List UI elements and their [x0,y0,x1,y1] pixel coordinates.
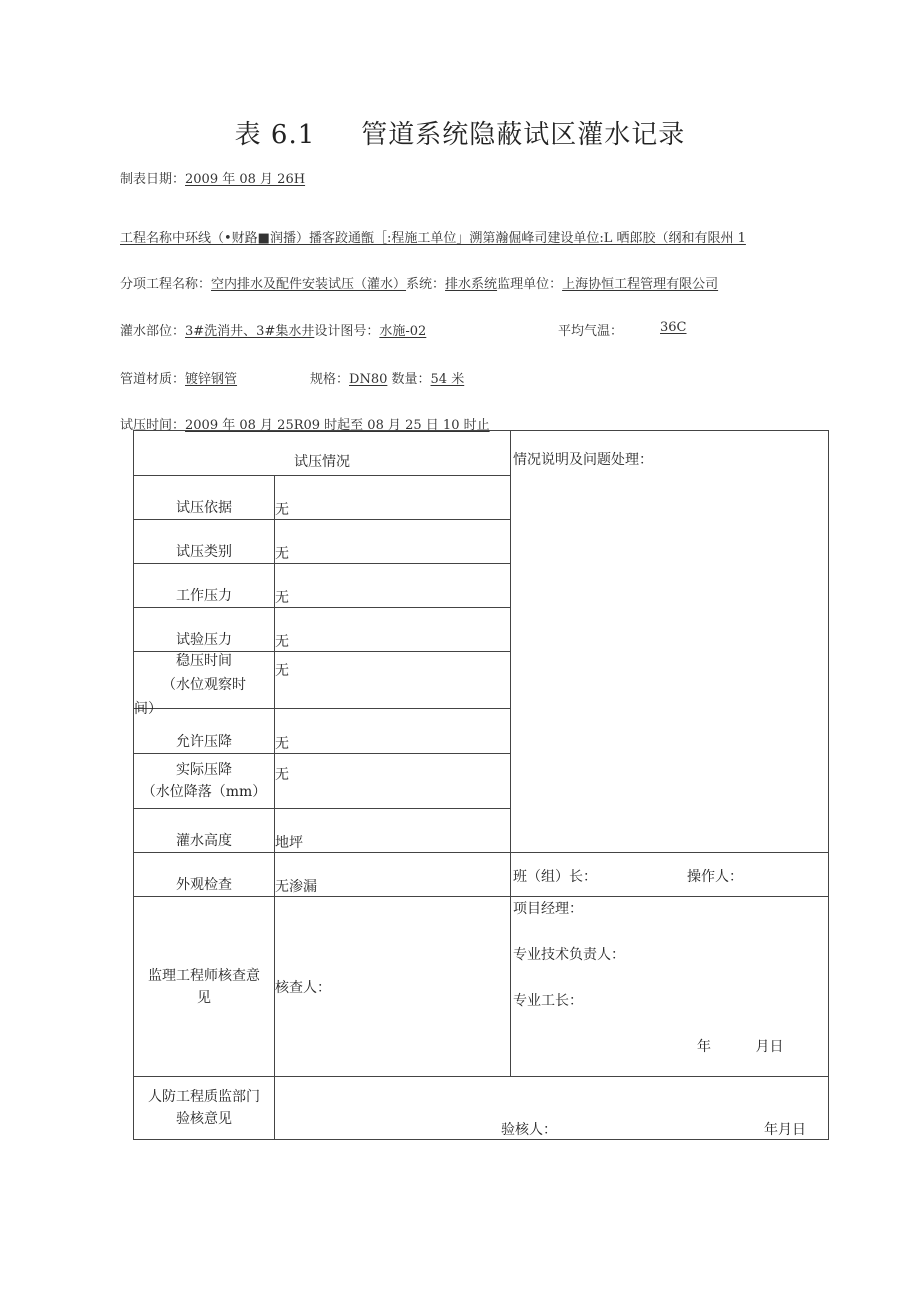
supervisor-row-label [134,897,275,1077]
approval-cell [511,897,829,1077]
row-value: 无 [275,709,511,754]
pm-label: 项目经理： [513,901,583,917]
row-value: 地坪 [275,809,511,853]
row-label-line: 验核意见 [176,1111,232,1127]
row-label-line: 实际压降 [176,762,232,778]
row-value: 无 [275,476,511,520]
system-label: 系统： [406,277,446,292]
civil-defense-row-label [134,1077,275,1140]
location-value: 3#洗消井、3#集水井 [185,324,315,339]
date-year-label: 年 [697,1039,711,1055]
temp-label: 平均气温： [558,324,624,339]
supervisor-value: 上海协恒工程管理有限公司 [562,277,719,292]
row-value: 无 [275,608,511,652]
temp-value: 36C [660,320,687,335]
row-value: 无 [275,652,511,709]
row-label-line: 稳压时间 [176,653,232,669]
row-value: 无 [275,754,511,809]
row-label-line: 监理工程师核查意 [148,967,260,984]
row-label: 试压依据 [134,476,275,520]
row-label-line: （水位观察时 [162,677,246,693]
row-label: 工作压力 [134,564,275,608]
project-line: 工程名称中环线（•财路■润播）播客跤通甑［:程施工单位」溯第瀚倔峰司建设单位:L 哂郎胶（纲和有限州 1 [120,231,746,246]
verify-date-label: 年月日 [764,1122,806,1138]
row-label-line: 见 [197,989,211,1006]
signature-cell [511,853,829,897]
row-label-line: 间） [134,701,162,717]
spec-value: DN80 [349,372,388,387]
verifier-label: 验核人： [501,1122,557,1138]
row-label: 允许压降 [134,709,275,754]
foreman-label: 专业工长： [513,993,583,1009]
page-title [0,114,920,151]
system-value: 排水系统 [445,277,498,292]
operator-label: 操作人： [687,869,743,885]
row-value: 无 [275,520,511,564]
qty-label: 数量： [391,372,431,387]
row-label: 灌水高度 [134,809,275,853]
row-label-line: 人防工程质监部门 [148,1089,260,1105]
row-label-multiline [134,754,275,809]
table-title: 管道系统隐蔽试区灌水记录 [361,120,686,150]
row-label-line: （水位降落（mm） [141,784,267,800]
subproject-label: 分项工程名称： [120,277,212,292]
qty-value: 54 米 [430,372,465,387]
time-label: 试压时间： [120,418,186,433]
row-label-multiline [134,652,275,717]
row-label: 试压类别 [134,520,275,564]
checker-label: 核查人： [275,979,331,996]
date-label: 制表日期： [120,172,186,187]
row-value: 无 [275,564,511,608]
row-label: 外观检查 [134,853,275,897]
tech-label: 专业技术负责人： [513,947,625,963]
location-line [120,320,426,339]
drawing-value: 水施-02 [379,324,427,339]
notes-label: 情况说明及问题处理： [513,452,653,468]
date-value: 2009 年 08 月 26H [185,172,306,187]
notes-cell [511,431,829,853]
supervisor-label: 监理单位： [497,277,563,292]
team-leader-label: 班（组）长： [513,869,597,885]
civil-defense-cell [275,1077,829,1140]
checker-cell [275,897,511,1077]
subproject-value: 空内排水及配件安装试压（灌水） [211,277,407,292]
material-label: 管道材质： [120,372,186,387]
approval-date [511,1036,828,1056]
date-line [120,168,305,187]
date-monthday-label: 月日 [755,1039,784,1055]
spec-label: 规格： [310,372,350,387]
material-value: 镀锌钢管 [185,372,238,387]
location-label: 灌水部位： [120,324,186,339]
record-table [133,430,829,1140]
spec-line [310,368,464,387]
material-line [120,368,237,387]
drawing-label: 设计图号： [314,324,380,339]
table-number: 表 6.1 [234,120,316,150]
time-value: 2009 年 08 月 25R09 时起至 08 月 25 日 10 时止 [185,418,490,433]
section-header: 试压情况 [134,431,511,476]
row-value: 无渗漏 [275,853,511,897]
subproject-line [120,273,718,292]
row-label: 试验压力 [134,608,275,652]
